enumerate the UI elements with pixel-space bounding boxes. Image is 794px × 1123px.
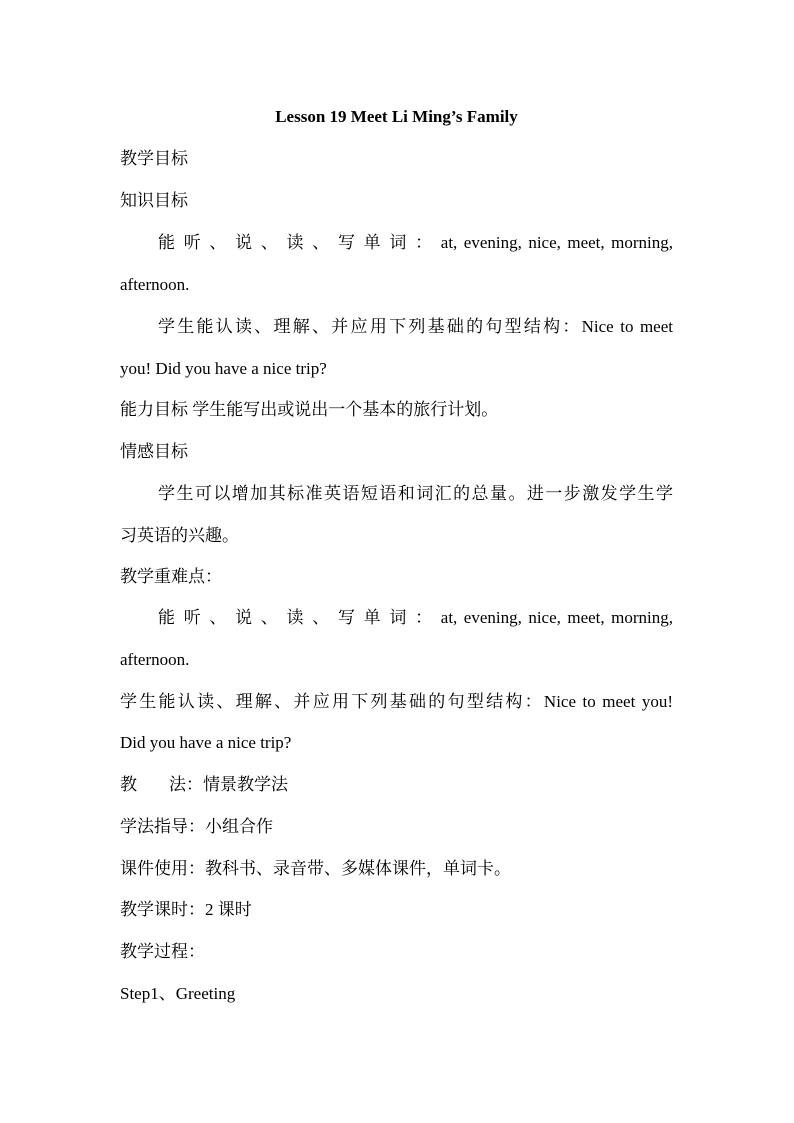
study-guidance: 学法指导：小组合作 xyxy=(120,817,273,836)
key-point-1-line2: afternoon. xyxy=(120,650,190,669)
emotion-goals-heading: 情感目标 xyxy=(120,442,188,461)
knowledge-goal-1-line2: afternoon. xyxy=(120,275,190,294)
knowledge-goal-2-line1: 学生能认读、理解、并应用下列基础的句型结构：Nice to meet xyxy=(158,317,673,336)
knowledge-goals-heading: 知识目标 xyxy=(120,191,188,210)
key-point-2-line2: Did you have a nice trip? xyxy=(120,733,292,752)
class-hours: 教学课时：2 课时 xyxy=(120,900,252,919)
knowledge-goal-2-line2: you! Did you have a nice trip? xyxy=(120,359,327,378)
key-points-heading: 教学重难点： xyxy=(120,567,222,586)
courseware-usage: 课件使用：教科书、录音带、多媒体课件，单词卡。 xyxy=(120,859,511,878)
key-point-1-line1: 能 听 、 说 、 读 、 写 单 词 ： at, evening, nice, meet, morning, xyxy=(158,608,673,627)
knowledge-goal-1-line1: 能 听 、 说 、 读 、 写 单 词 ： at, evening, nice, meet, morning, xyxy=(158,233,673,252)
process-heading: 教学过程： xyxy=(120,942,205,961)
key-point-2-line1: 学生能认读、理解、并应用下列基础的句型结构：Nice to meet you! xyxy=(120,692,673,711)
ability-goal: 能力目标 学生能写出或说出一个基本的旅行计划。 xyxy=(120,400,499,419)
teaching-method xyxy=(120,773,673,797)
teaching-method-value: 法：情景教学法 xyxy=(169,775,288,794)
emotion-goal-line2: 习英语的兴趣。 xyxy=(120,526,239,545)
emotion-goal-line1: 学生可以增加其标准英语短语和词汇的总量。进一步激发学生学 xyxy=(158,484,673,503)
step1-heading: Step1、Greeting xyxy=(120,984,236,1003)
teaching-goals-heading: 教学目标 xyxy=(120,149,188,168)
lesson-title: Lesson 19 Meet Li Ming’s Family xyxy=(275,107,518,126)
teaching-method-label: 教 xyxy=(120,775,137,794)
